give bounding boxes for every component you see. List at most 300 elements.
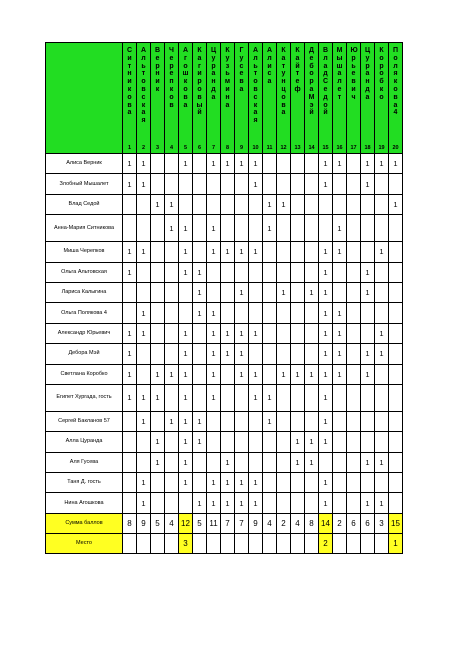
vote-cell xyxy=(333,262,347,282)
column-header-name: Цуранда xyxy=(364,47,371,101)
vote-cell xyxy=(235,215,249,242)
vote-cell: 1 xyxy=(123,344,137,364)
vote-cell xyxy=(361,194,375,214)
vote-cell: 1 xyxy=(291,364,305,384)
vote-cell xyxy=(389,452,403,472)
vote-cell xyxy=(207,194,221,214)
vote-cell xyxy=(151,282,165,302)
column-number: 9 xyxy=(239,145,244,151)
vote-cell: 1 xyxy=(319,174,333,194)
vote-cell: 1 xyxy=(123,154,137,174)
vote-cell: 1 xyxy=(123,262,137,282)
vote-cell xyxy=(151,242,165,262)
column-header-name: Алиса xyxy=(266,47,273,86)
vote-cell: 1 xyxy=(179,215,193,242)
vote-cell: 1 xyxy=(333,323,347,343)
column-number: 1 xyxy=(127,145,132,151)
vote-cell: 1 xyxy=(249,473,263,493)
vote-cell: 1 xyxy=(207,344,221,364)
column-header xyxy=(207,43,221,154)
vote-cell xyxy=(207,411,221,431)
vote-cell xyxy=(207,174,221,194)
vote-cell: 1 xyxy=(249,242,263,262)
vote-cell: 1 xyxy=(361,493,375,513)
score-row-cell: 14 xyxy=(319,513,333,533)
vote-cell: 1 xyxy=(137,303,151,323)
vote-cell: 1 xyxy=(123,242,137,262)
column-header xyxy=(193,43,207,154)
vote-cell: 1 xyxy=(319,303,333,323)
vote-cell xyxy=(291,303,305,323)
vote-cell: 1 xyxy=(235,242,249,262)
vote-cell xyxy=(249,411,263,431)
vote-cell xyxy=(123,282,137,302)
vote-cell xyxy=(333,384,347,411)
score-row-cell: 12 xyxy=(179,513,193,533)
vote-cell xyxy=(193,473,207,493)
vote-cell xyxy=(221,215,235,242)
vote-cell xyxy=(333,411,347,431)
vote-cell: 1 xyxy=(165,411,179,431)
vote-cell: 1 xyxy=(193,303,207,323)
score-row-cell: 7 xyxy=(221,513,235,533)
vote-cell xyxy=(151,344,165,364)
vote-cell xyxy=(165,154,179,174)
vote-cell: 1 xyxy=(151,432,165,452)
vote-cell xyxy=(137,282,151,302)
vote-cell xyxy=(305,323,319,343)
vote-cell xyxy=(263,174,277,194)
voter-name: Ольга Альтовская xyxy=(46,262,123,282)
column-header-name: Альтовская xyxy=(252,47,259,125)
vote-cell: 1 xyxy=(151,384,165,411)
vote-cell xyxy=(291,344,305,364)
vote-cell: 1 xyxy=(319,493,333,513)
vote-cell xyxy=(221,384,235,411)
column-number: 11 xyxy=(266,145,273,151)
vote-cell: 1 xyxy=(333,344,347,364)
vote-cell: 1 xyxy=(235,282,249,302)
column-header-name: Агошкова xyxy=(182,47,189,109)
column-header xyxy=(165,43,179,154)
column-header-name: Катунцова xyxy=(281,47,286,117)
vote-cell xyxy=(347,323,361,343)
vote-cell xyxy=(305,242,319,262)
column-header-name: Кагировый xyxy=(196,47,203,117)
vote-cell xyxy=(277,303,291,323)
vote-cell xyxy=(221,194,235,214)
place-row-cell xyxy=(375,533,389,553)
vote-cell xyxy=(165,262,179,282)
vote-cell xyxy=(277,215,291,242)
vote-cell xyxy=(165,303,179,323)
column-header xyxy=(291,43,305,154)
vote-cell xyxy=(221,282,235,302)
vote-cell xyxy=(361,303,375,323)
vote-cell: 1 xyxy=(137,493,151,513)
score-row-cell: 5 xyxy=(193,513,207,533)
vote-cell xyxy=(389,384,403,411)
column-header xyxy=(361,43,375,154)
vote-cell: 1 xyxy=(179,452,193,472)
vote-cell xyxy=(193,344,207,364)
table-row xyxy=(46,242,403,262)
column-number: 3 xyxy=(155,145,160,151)
column-number: 12 xyxy=(280,145,287,151)
column-number: 16 xyxy=(336,145,343,151)
vote-cell: 1 xyxy=(179,364,193,384)
vote-cell: 1 xyxy=(207,303,221,323)
vote-cell: 1 xyxy=(361,452,375,472)
vote-cell: 1 xyxy=(123,384,137,411)
place-row-label: Место xyxy=(46,533,123,553)
score-row-cell: 6 xyxy=(347,513,361,533)
place-row-cell xyxy=(277,533,291,553)
vote-cell xyxy=(277,411,291,431)
column-header-name: Кайтеф xyxy=(294,47,301,93)
column-number: 17 xyxy=(350,145,357,151)
vote-cell xyxy=(221,411,235,431)
vote-cell xyxy=(291,323,305,343)
vote-cell xyxy=(165,242,179,262)
vote-cell xyxy=(123,303,137,323)
vote-cell xyxy=(375,384,389,411)
vote-cell xyxy=(375,364,389,384)
vote-cell: 1 xyxy=(277,282,291,302)
vote-cell xyxy=(333,452,347,472)
column-header-name: Юрьевич xyxy=(350,47,358,101)
place-row-cell: 1 xyxy=(389,533,403,553)
place-row-cell: 3 xyxy=(179,533,193,553)
vote-cell xyxy=(291,194,305,214)
column-number: 5 xyxy=(183,145,188,151)
vote-cell xyxy=(277,493,291,513)
vote-cell xyxy=(221,262,235,282)
column-header-name: Альтовская xyxy=(140,47,147,125)
vote-cell: 1 xyxy=(221,242,235,262)
place-row-cell xyxy=(193,533,207,553)
vote-cell xyxy=(291,411,305,431)
score-row-cell: 11 xyxy=(207,513,221,533)
vote-cell xyxy=(123,194,137,214)
vote-cell xyxy=(347,242,361,262)
vote-cell xyxy=(277,174,291,194)
column-header xyxy=(235,43,249,154)
voter-name: Таня Д. гость xyxy=(46,473,123,493)
vote-cell xyxy=(249,262,263,282)
place-row-cell xyxy=(221,533,235,553)
table-row xyxy=(46,323,403,343)
place-row-cell xyxy=(291,533,305,553)
vote-cell xyxy=(179,282,193,302)
voter-name: Аля Гусева xyxy=(46,452,123,472)
vote-cell xyxy=(277,242,291,262)
vote-cell: 1 xyxy=(249,323,263,343)
vote-cell xyxy=(291,262,305,282)
vote-cell: 1 xyxy=(277,364,291,384)
column-number: 10 xyxy=(252,145,259,151)
vote-cell xyxy=(249,194,263,214)
column-number: 4 xyxy=(169,145,174,151)
column-header xyxy=(151,43,165,154)
vote-cell xyxy=(347,493,361,513)
vote-cell xyxy=(361,411,375,431)
vote-cell xyxy=(277,452,291,472)
vote-cell xyxy=(375,262,389,282)
voter-name: Нина Агошкова xyxy=(46,493,123,513)
vote-cell xyxy=(389,174,403,194)
vote-cell xyxy=(305,411,319,431)
vote-cell: 1 xyxy=(193,262,207,282)
vote-cell xyxy=(305,154,319,174)
score-row-cell: 2 xyxy=(333,513,347,533)
column-header-name: Черепков xyxy=(169,47,174,109)
voter-name: Ольга Полякова 4 xyxy=(46,303,123,323)
table-row xyxy=(46,262,403,282)
vote-cell xyxy=(389,215,403,242)
corner-cell xyxy=(46,43,123,154)
score-row-cell: 8 xyxy=(305,513,319,533)
vote-cell: 1 xyxy=(221,452,235,472)
score-row-cell: 9 xyxy=(137,513,151,533)
vote-cell xyxy=(179,493,193,513)
vote-cell: 1 xyxy=(319,242,333,262)
vote-cell: 1 xyxy=(123,323,137,343)
vote-cell: 1 xyxy=(221,323,235,343)
vote-cell xyxy=(319,194,333,214)
vote-cell xyxy=(375,174,389,194)
vote-cell xyxy=(305,473,319,493)
vote-cell: 1 xyxy=(319,154,333,174)
vote-cell xyxy=(333,174,347,194)
column-header-name: Кузьмина xyxy=(224,47,231,109)
vote-cell xyxy=(347,473,361,493)
vote-cell xyxy=(207,452,221,472)
vote-cell xyxy=(389,323,403,343)
table-row xyxy=(46,303,403,323)
vote-cell xyxy=(319,215,333,242)
vote-cell: 1 xyxy=(207,384,221,411)
vote-cell: 1 xyxy=(179,262,193,282)
vote-cell xyxy=(249,215,263,242)
vote-cell xyxy=(347,262,361,282)
column-header-name: Цуранда xyxy=(210,47,217,101)
vote-cell xyxy=(193,384,207,411)
vote-cell xyxy=(193,242,207,262)
vote-cell xyxy=(165,344,179,364)
voter-name: Лариса Калыгина xyxy=(46,282,123,302)
vote-cell xyxy=(305,174,319,194)
vote-cell xyxy=(347,432,361,452)
vote-cell: 1 xyxy=(319,432,333,452)
vote-cell xyxy=(389,364,403,384)
voter-name: Анна-Мария Ситникова xyxy=(46,215,123,242)
vote-cell xyxy=(263,154,277,174)
column-header-name: Ситникова xyxy=(126,47,133,117)
vote-cell: 1 xyxy=(389,194,403,214)
vote-cell xyxy=(193,215,207,242)
vote-cell: 1 xyxy=(263,411,277,431)
vote-cell xyxy=(333,194,347,214)
voter-name: Александр Юрьевич xyxy=(46,323,123,343)
table-row xyxy=(46,154,403,174)
vote-cell xyxy=(165,473,179,493)
vote-cell xyxy=(179,194,193,214)
vote-cell xyxy=(151,411,165,431)
vote-cell xyxy=(193,323,207,343)
column-number: 2 xyxy=(141,145,146,151)
vote-cell xyxy=(249,344,263,364)
vote-cell: 1 xyxy=(179,323,193,343)
score-row-cell: 8 xyxy=(123,513,137,533)
vote-cell: 1 xyxy=(221,154,235,174)
table-row xyxy=(46,411,403,431)
vote-cell: 1 xyxy=(235,154,249,174)
vote-cell: 1 xyxy=(375,493,389,513)
vote-cell: 1 xyxy=(375,154,389,174)
column-header xyxy=(389,43,403,154)
vote-cell xyxy=(347,154,361,174)
vote-cell xyxy=(389,262,403,282)
score-row-cell: 5 xyxy=(151,513,165,533)
vote-cell xyxy=(347,344,361,364)
vote-cell xyxy=(305,493,319,513)
vote-cell: 1 xyxy=(305,452,319,472)
vote-cell: 1 xyxy=(207,473,221,493)
column-header xyxy=(319,43,333,154)
vote-cell xyxy=(347,411,361,431)
vote-cell xyxy=(347,452,361,472)
vote-cell xyxy=(291,174,305,194)
vote-cell xyxy=(179,174,193,194)
vote-cell xyxy=(193,452,207,472)
vote-cell xyxy=(389,344,403,364)
vote-cell xyxy=(361,473,375,493)
vote-cell: 1 xyxy=(333,154,347,174)
table-row xyxy=(46,384,403,411)
header-row xyxy=(46,43,403,154)
voter-name: Влад Седой xyxy=(46,194,123,214)
vote-cell: 1 xyxy=(319,323,333,343)
place-row-cell xyxy=(165,533,179,553)
score-row xyxy=(46,513,403,533)
vote-cell xyxy=(235,262,249,282)
voter-name: Дебора Мэй xyxy=(46,344,123,364)
vote-cell xyxy=(375,303,389,323)
column-header xyxy=(263,43,277,154)
vote-cell: 1 xyxy=(263,384,277,411)
score-row-cell: 9 xyxy=(249,513,263,533)
vote-cell xyxy=(165,384,179,411)
place-row-cell xyxy=(263,533,277,553)
score-row-cell: 4 xyxy=(263,513,277,533)
vote-cell: 1 xyxy=(221,473,235,493)
vote-cell: 1 xyxy=(375,452,389,472)
vote-cell: 1 xyxy=(151,452,165,472)
vote-cell: 1 xyxy=(137,384,151,411)
vote-cell xyxy=(221,303,235,323)
table-row xyxy=(46,174,403,194)
vote-cell xyxy=(165,323,179,343)
vote-cell: 1 xyxy=(319,364,333,384)
vote-cell xyxy=(263,323,277,343)
vote-cell: 1 xyxy=(207,154,221,174)
vote-cell xyxy=(347,282,361,302)
voter-name: Миша Черепков xyxy=(46,242,123,262)
vote-cell: 1 xyxy=(375,323,389,343)
vote-cell xyxy=(291,154,305,174)
vote-cell: 1 xyxy=(319,384,333,411)
vote-cell: 1 xyxy=(123,174,137,194)
vote-cell xyxy=(291,215,305,242)
vote-cell xyxy=(375,194,389,214)
vote-cell: 1 xyxy=(361,174,375,194)
vote-cell xyxy=(361,242,375,262)
table-row xyxy=(46,493,403,513)
vote-cell xyxy=(263,493,277,513)
vote-cell xyxy=(249,432,263,452)
vote-cell xyxy=(235,432,249,452)
vote-cell xyxy=(165,493,179,513)
column-header-name: Гусева xyxy=(239,47,244,93)
vote-cell: 1 xyxy=(179,154,193,174)
vote-cell xyxy=(333,282,347,302)
vote-cell xyxy=(347,384,361,411)
vote-cell xyxy=(319,452,333,472)
vote-cell: 1 xyxy=(375,242,389,262)
vote-cell xyxy=(123,432,137,452)
vote-cell xyxy=(165,452,179,472)
vote-cell xyxy=(389,473,403,493)
vote-cell xyxy=(263,303,277,323)
vote-cell xyxy=(347,303,361,323)
vote-cell xyxy=(305,344,319,364)
vote-cell: 1 xyxy=(179,344,193,364)
vote-cell: 1 xyxy=(165,364,179,384)
vote-cell: 1 xyxy=(193,432,207,452)
vote-cell: 1 xyxy=(137,242,151,262)
vote-cell: 1 xyxy=(207,242,221,262)
vote-cell: 1 xyxy=(235,344,249,364)
vote-cell: 1 xyxy=(291,452,305,472)
vote-cell: 1 xyxy=(319,344,333,364)
vote-cell xyxy=(291,242,305,262)
vote-cell xyxy=(263,344,277,364)
voter-name: Алла Цуранда xyxy=(46,432,123,452)
column-number: 19 xyxy=(378,145,385,151)
vote-cell xyxy=(305,303,319,323)
column-header xyxy=(137,43,151,154)
vote-cell: 1 xyxy=(137,174,151,194)
table-row xyxy=(46,364,403,384)
vote-cell xyxy=(193,174,207,194)
vote-cell xyxy=(221,432,235,452)
vote-cell: 1 xyxy=(179,473,193,493)
table-row xyxy=(46,282,403,302)
vote-cell xyxy=(389,303,403,323)
vote-cell: 1 xyxy=(235,364,249,384)
vote-cell: 1 xyxy=(319,282,333,302)
table-row xyxy=(46,194,403,214)
table-row xyxy=(46,344,403,364)
vote-cell xyxy=(249,282,263,302)
score-row-cell: 2 xyxy=(277,513,291,533)
vote-cell xyxy=(165,432,179,452)
vote-cell: 1 xyxy=(291,432,305,452)
vote-cell: 1 xyxy=(249,493,263,513)
place-row-cell xyxy=(333,533,347,553)
vote-cell: 1 xyxy=(207,215,221,242)
